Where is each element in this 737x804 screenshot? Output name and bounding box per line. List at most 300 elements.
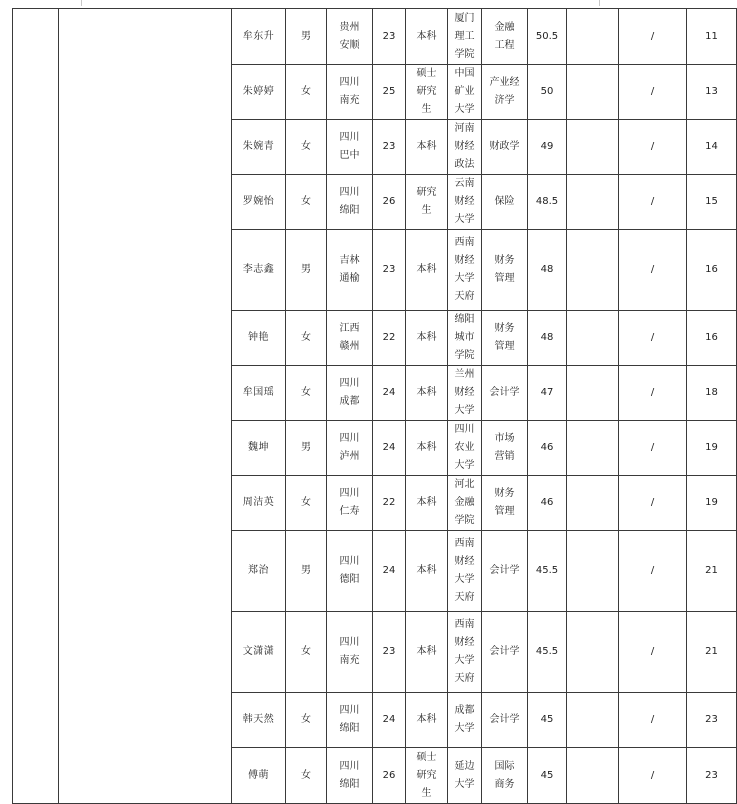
age-text: 26 [382,196,396,207]
page-edge-mark [81,0,82,6]
school-text: 西南 财经 大学 天府 [454,538,475,603]
school-cell [448,9,482,65]
name-cell [232,421,286,476]
name-cell [232,311,286,366]
spanning-cell [13,9,59,65]
gender-text: 女 [301,387,311,398]
score-text: 48 [540,264,554,275]
gender-text: 女 [301,332,311,343]
education-text: 本科 [416,442,437,453]
blank-cell [567,230,619,311]
age-cell [373,693,406,748]
age-cell [373,175,406,230]
age-text: 25 [382,86,396,97]
spanning-cell [59,120,232,175]
gender-cell [286,65,327,120]
blank-cell [567,748,619,804]
origin-cell [327,612,373,693]
rank-text: 16 [705,332,718,343]
spanning-cell [59,421,232,476]
score-cell [528,421,567,476]
blank-cell [567,311,619,366]
rank-cell [687,476,737,531]
table-row [13,311,737,366]
rank-cell [687,120,737,175]
note-cell [619,120,687,175]
page-edge-mark [599,0,600,6]
age-text: 23 [382,30,396,42]
note-text: / [650,332,655,343]
origin-text: 四川 泸州 [339,433,360,462]
rank-cell [687,65,737,120]
table-row [13,230,737,311]
spanning-cell [13,120,59,175]
note-text: / [650,387,655,398]
spanning-cell [13,693,59,748]
blank-cell [567,120,619,175]
gender-cell [286,476,327,531]
origin-text: 四川 绵阳 [339,705,360,734]
gender-cell [286,693,327,748]
rank-cell [687,531,737,612]
origin-text: 四川 绵阳 [339,760,360,790]
score-text: 45.5 [535,565,559,576]
gender-cell [286,230,327,311]
major-cell [482,612,528,693]
gender-text: 男 [301,30,311,42]
name-text: 朱婉青 [242,141,275,152]
score-cell [528,65,567,120]
name-text: 罗婉怡 [242,196,275,207]
major-cell [482,531,528,612]
origin-text: 四川 德阳 [339,556,360,585]
table-row [13,175,737,230]
table-row [13,476,737,531]
major-text: 财务 管理 [494,488,515,517]
spanning-cell [13,476,59,531]
note-text: / [650,769,655,781]
origin-cell [327,366,373,421]
table-body [13,9,737,804]
rank-text: 15 [705,196,718,207]
note-cell [619,693,687,748]
education-cell [406,366,448,421]
table-row [13,612,737,693]
gender-cell [286,531,327,612]
note-text: / [650,714,655,725]
note-text: / [650,86,655,97]
rank-text: 21 [705,646,718,657]
education-text: 本科 [416,646,437,657]
blank-cell [567,9,619,65]
name-text: 魏坤 [248,442,269,453]
name-text: 牟东升 [242,30,275,42]
origin-cell [327,693,373,748]
rank-text: 19 [705,497,718,508]
age-text: 26 [382,769,396,781]
school-cell [448,120,482,175]
score-text: 50 [540,86,554,97]
name-cell [232,230,286,311]
candidate-table [12,8,737,804]
spanning-cell [59,175,232,230]
school-cell [448,476,482,531]
major-text: 会计学 [489,565,520,576]
major-cell [482,9,528,65]
age-cell [373,120,406,175]
gender-text: 女 [301,646,311,657]
gender-text: 女 [301,86,311,97]
major-cell [482,65,528,120]
education-text: 本科 [416,714,437,725]
spanning-cell [13,531,59,612]
school-text: 兰州 财经 大学 [454,369,475,416]
school-text: 成都 大学 [454,705,475,734]
education-cell [406,65,448,120]
rank-text: 14 [705,141,718,152]
school-text: 延边 大学 [454,760,475,790]
education-cell [406,311,448,366]
age-text: 23 [382,646,396,657]
spanning-cell [13,65,59,120]
spanning-cell [59,693,232,748]
rank-text: 13 [705,86,718,97]
age-text: 24 [382,387,396,398]
score-cell [528,693,567,748]
school-cell [448,748,482,804]
score-text: 47 [540,387,554,398]
score-text: 46 [540,442,554,453]
table-row [13,9,737,65]
school-cell [448,175,482,230]
education-text: 本科 [416,264,437,275]
note-cell [619,175,687,230]
blank-cell [567,366,619,421]
age-text: 24 [382,565,396,576]
school-text: 四川 农业 大学 [454,424,475,471]
score-cell [528,748,567,804]
rank-cell [687,175,737,230]
score-cell [528,175,567,230]
school-cell [448,366,482,421]
note-text: / [650,30,655,42]
spanning-cell [59,230,232,311]
education-cell [406,748,448,804]
rank-cell [687,421,737,476]
major-cell [482,120,528,175]
origin-cell [327,531,373,612]
name-text: 郑治 [248,565,269,576]
note-cell [619,65,687,120]
gender-text: 女 [301,769,311,781]
age-cell [373,311,406,366]
name-text: 周洁英 [242,497,275,508]
education-text: 研究 生 [416,187,437,216]
score-text: 45.5 [535,646,559,657]
name-text: 朱婷婷 [242,86,275,97]
table-row [13,748,737,804]
major-text: 财务 管理 [494,255,515,284]
note-cell [619,230,687,311]
education-text: 硕士 研究 生 [416,68,437,115]
name-cell [232,476,286,531]
origin-cell [327,230,373,311]
education-cell [406,9,448,65]
gender-text: 男 [301,565,311,576]
major-text: 市场 营销 [494,433,515,462]
age-text: 23 [382,141,396,152]
name-cell [232,65,286,120]
major-text: 保险 [494,196,515,207]
major-cell [482,693,528,748]
major-text: 金融 工程 [494,21,515,51]
gender-cell [286,120,327,175]
age-cell [373,421,406,476]
table-row [13,366,737,421]
school-cell [448,421,482,476]
spanning-cell [13,175,59,230]
name-cell [232,693,286,748]
education-text: 本科 [416,497,437,508]
rank-text: 23 [705,769,718,781]
spanning-cell [59,65,232,120]
score-text: 49 [540,141,554,152]
age-text: 24 [382,714,396,725]
origin-cell [327,748,373,804]
note-text: / [650,646,655,657]
school-text: 中国 矿业 大学 [454,68,475,115]
rank-text: 18 [705,387,718,398]
school-text: 绵阳 城市 学院 [454,314,475,361]
name-text: 文潇潇 [242,646,275,657]
name-text: 韩天然 [242,714,275,725]
blank-cell [567,476,619,531]
age-cell [373,9,406,65]
education-text: 本科 [416,332,437,343]
major-cell [482,366,528,421]
note-cell [619,476,687,531]
major-text: 财务 管理 [494,323,515,352]
spanning-cell [59,366,232,421]
blank-cell [567,421,619,476]
age-text: 24 [382,442,396,453]
table-row [13,120,737,175]
age-text: 22 [382,497,396,508]
score-text: 45 [540,714,554,725]
age-cell [373,612,406,693]
origin-text: 四川 南充 [339,77,360,106]
school-text: 河北 金融 学院 [454,479,475,526]
spanning-cell [13,421,59,476]
name-cell [232,531,286,612]
spanning-cell [59,612,232,693]
name-cell [232,9,286,65]
major-text: 会计学 [489,714,520,725]
major-cell [482,421,528,476]
rank-cell [687,9,737,65]
blank-cell [567,612,619,693]
age-cell [373,531,406,612]
spanning-cell [13,230,59,311]
table-row [13,65,737,120]
education-text: 本科 [416,565,437,576]
note-cell [619,9,687,65]
major-text: 财政学 [489,141,520,152]
education-cell [406,476,448,531]
name-cell [232,366,286,421]
origin-text: 四川 巴中 [339,132,360,161]
education-cell [406,693,448,748]
origin-cell [327,65,373,120]
name-text: 傅萌 [248,769,269,781]
gender-text: 男 [301,264,311,275]
gender-cell [286,175,327,230]
rank-cell [687,311,737,366]
school-cell [448,230,482,311]
spanning-cell [13,311,59,366]
rank-cell [687,693,737,748]
score-text: 46 [540,497,554,508]
score-cell [528,476,567,531]
origin-cell [327,120,373,175]
major-text: 会计学 [489,646,520,657]
rank-text: 21 [705,565,718,576]
name-cell [232,612,286,693]
major-text: 会计学 [489,387,520,398]
origin-cell [327,175,373,230]
rank-cell [687,748,737,804]
blank-cell [567,175,619,230]
score-cell [528,311,567,366]
blank-cell [567,693,619,748]
origin-text: 四川 仁寿 [339,488,360,517]
spanning-cell [59,531,232,612]
origin-text: 四川 成都 [339,378,360,407]
age-cell [373,476,406,531]
major-cell [482,748,528,804]
gender-text: 女 [301,497,311,508]
gender-text: 女 [301,714,311,725]
score-text: 50.5 [535,30,559,42]
age-text: 22 [382,332,396,343]
note-cell [619,311,687,366]
age-text: 23 [382,264,396,275]
education-cell [406,612,448,693]
score-cell [528,366,567,421]
spanning-cell [59,311,232,366]
note-text: / [650,264,655,275]
blank-cell [567,531,619,612]
education-text: 本科 [416,30,437,42]
score-cell [528,120,567,175]
score-cell [528,230,567,311]
name-text: 牟国瑶 [242,387,275,398]
gender-text: 男 [301,442,311,453]
school-text: 河南 财经 政法 [454,123,475,170]
score-text: 48 [540,332,554,343]
note-text: / [650,196,655,207]
age-cell [373,65,406,120]
rank-cell [687,230,737,311]
major-text: 国际 商务 [494,760,515,790]
school-cell [448,531,482,612]
major-cell [482,311,528,366]
school-text: 西南 财经 大学 天府 [454,619,475,684]
score-cell [528,531,567,612]
major-text: 产业经 济学 [489,77,520,106]
note-cell [619,531,687,612]
gender-cell [286,9,327,65]
major-cell [482,230,528,311]
origin-cell [327,311,373,366]
age-cell [373,748,406,804]
education-text: 本科 [416,387,437,398]
table-row [13,693,737,748]
school-cell [448,693,482,748]
education-text: 本科 [416,141,437,152]
name-text: 钟艳 [248,332,269,343]
gender-cell [286,612,327,693]
gender-cell [286,311,327,366]
gender-text: 女 [301,196,311,207]
rank-text: 11 [705,30,718,42]
rank-cell [687,612,737,693]
origin-cell [327,9,373,65]
major-cell [482,175,528,230]
age-cell [373,230,406,311]
origin-cell [327,421,373,476]
name-cell [232,120,286,175]
origin-text: 四川 南充 [339,637,360,666]
education-text: 硕士 研究 生 [416,751,437,799]
rank-text: 19 [705,442,718,453]
origin-text: 吉林 通榆 [339,255,360,284]
rank-text: 23 [705,714,718,725]
education-cell [406,421,448,476]
note-text: / [650,565,655,576]
score-cell [528,9,567,65]
note-cell [619,421,687,476]
spanning-cell [13,748,59,804]
name-cell [232,175,286,230]
school-cell [448,311,482,366]
name-cell [232,748,286,804]
education-cell [406,230,448,311]
blank-cell [567,65,619,120]
school-cell [448,612,482,693]
school-text: 厦门 理工 学院 [454,12,475,60]
table-row [13,421,737,476]
score-text: 45 [540,769,554,781]
education-cell [406,531,448,612]
education-cell [406,175,448,230]
note-cell [619,366,687,421]
score-text: 48.5 [535,196,559,207]
note-cell [619,612,687,693]
age-cell [373,366,406,421]
school-text: 西南 财经 大学 天府 [454,237,475,302]
origin-text: 江西 赣州 [339,323,360,352]
gender-text: 女 [301,141,311,152]
spanning-cell [59,9,232,65]
note-text: / [650,497,655,508]
school-text: 云南 财经 大学 [454,178,475,225]
spanning-cell [59,476,232,531]
rank-text: 16 [705,264,718,275]
spanning-cell [13,366,59,421]
major-cell [482,476,528,531]
note-text: / [650,141,655,152]
